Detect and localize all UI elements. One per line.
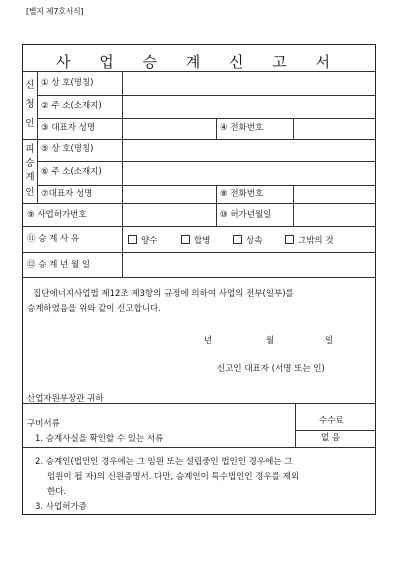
reason-option-other[interactable]: 그밖의 것 <box>285 235 334 246</box>
checkbox-icon[interactable] <box>181 235 190 244</box>
date-day: 일 <box>325 336 334 346</box>
required-doc-2-line-3: 한다. <box>47 487 67 497</box>
applicant-side-char-1: 신 <box>25 80 35 91</box>
form-number-tag: [별지 제7호서식] <box>26 7 84 16</box>
transferee-side-char-1: 피 <box>25 144 35 155</box>
reason-option-transfer[interactable]: 양수 <box>128 235 157 246</box>
required-doc-3: 3. 사업허가증 <box>35 502 87 512</box>
addressee: 산업자원부장관 귀하 <box>27 394 104 404</box>
transferee-rep-label: ⑦대표자 성명 <box>41 189 93 199</box>
checkbox-icon[interactable] <box>128 235 137 244</box>
applicant-phone-label: ④ 전화번호 <box>220 123 264 133</box>
date-month: 월 <box>266 336 275 346</box>
applicant-side-char-3: 인 <box>25 118 35 129</box>
declaration-line-1: 집단에너지사업법 제12조 제3항의 규정에 의하여 사업의 전부(일부)를 <box>33 289 294 299</box>
required-doc-2-line-2: 임원이 될 자)의 신원증명서. 다만, 승계인이 특수법인인 경우를 제외 <box>47 472 300 482</box>
checkbox-icon[interactable] <box>233 235 242 244</box>
required-doc-2-line-1: 2. 승계인(법인인 경우에는 그 임원 또는 설립중인 법인인 경우에는 그 <box>35 457 293 467</box>
fee-value: 없 음 <box>321 433 341 443</box>
transferee-address-label: ⑥ 주 소(소재지) <box>41 167 102 177</box>
applicant-name-label: ① 상 호(명칭) <box>41 78 94 88</box>
reason-option-inheritance[interactable]: 상속 <box>233 235 262 246</box>
form-title: 사 업 승 계 신 고 서 <box>55 53 343 71</box>
transferee-side-char-4: 인 <box>25 187 35 198</box>
reason-label: ⑪ 승 계 사 유 <box>27 234 80 244</box>
succession-date-label: ⑫ 승 계 년 월 일 <box>27 260 91 270</box>
permit-number-label: ⑨ 사업허가번호 <box>27 210 87 220</box>
required-doc-1: 1. 승계사실을 확인할 수 있는 서류 <box>35 434 164 444</box>
signer-line: 신고인 대표자 (서명 또는 인) <box>217 364 325 374</box>
required-docs-title: 구비서류 <box>27 419 60 429</box>
applicant-address-label: ② 주 소(소재지) <box>41 101 102 111</box>
transferee-name-label: ⑤ 상 호(명칭) <box>41 144 94 154</box>
business-succession-report-form <box>22 44 376 515</box>
declaration-line-2: 승계하였음을 위와 같이 신고합니다. <box>27 304 161 314</box>
fee-label: 수수료 <box>319 416 344 426</box>
checkbox-icon[interactable] <box>285 235 294 244</box>
applicant-rep-label: ③ 대표자 성명 <box>41 123 96 133</box>
transferee-side-char-2: 승 <box>25 158 35 169</box>
transferee-side-char-3: 계 <box>25 172 35 183</box>
permit-date-label: ⑩ 허가년월일 <box>220 210 272 220</box>
reason-option-merger[interactable]: 합병 <box>181 235 210 246</box>
applicant-side-char-2: 청 <box>25 99 35 110</box>
transferee-phone-label: ⑧ 전화번호 <box>220 189 264 199</box>
date-year: 년 <box>204 336 213 346</box>
